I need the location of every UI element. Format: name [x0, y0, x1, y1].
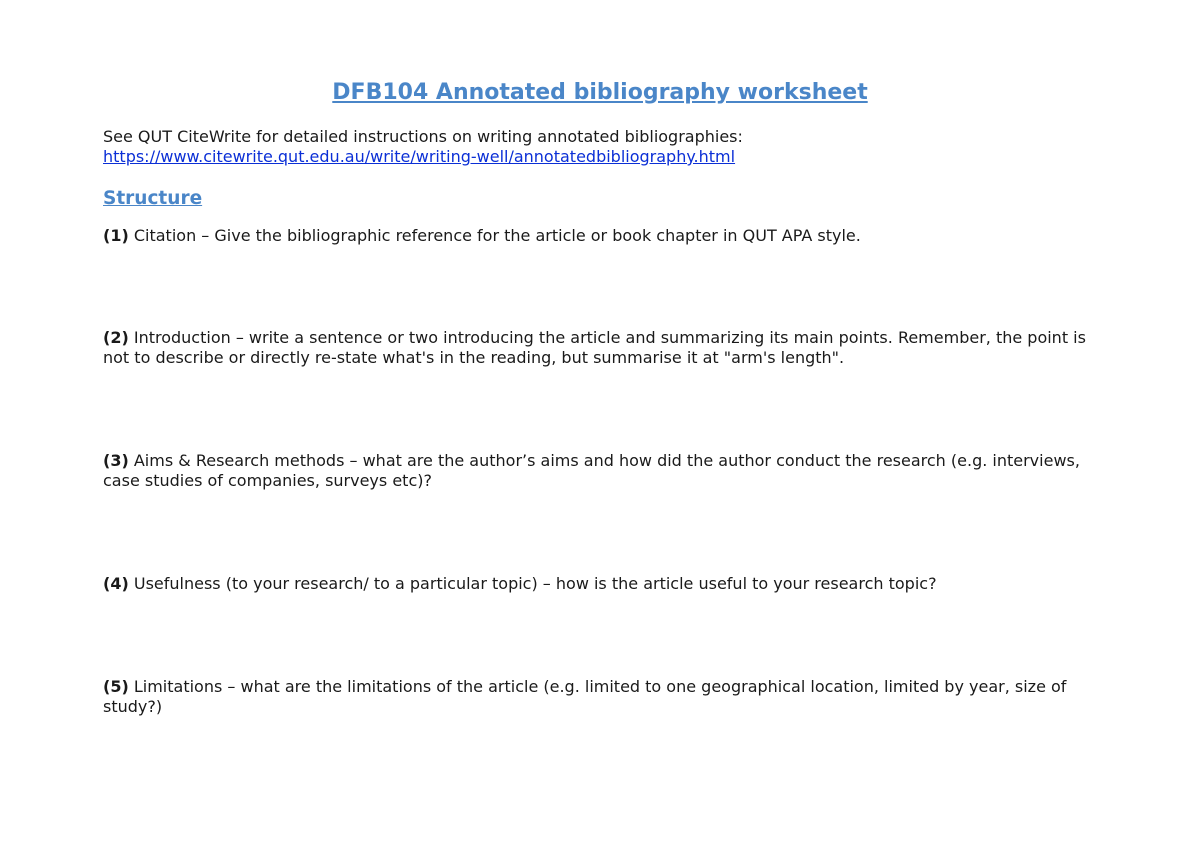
item-text: Citation – Give the bibliographic reference for the article or book chapter in QUT APA style.	[133, 226, 861, 245]
item-text: Limitations – what are the limitations of the article (e.g. limited to one geographical location, limited by year, size of study?)	[103, 677, 1067, 716]
item-number: (4)	[103, 574, 129, 593]
structure-heading: Structure	[103, 188, 203, 209]
item-text: Introduction – write a sentence or two introducing the article and summarizing its main points. Remember, the point is not to describe or directly re-state what's in the reading, but summarise it at "arm's length".	[103, 328, 1086, 367]
structure-item-limitations	[103, 677, 1103, 717]
intro-paragraph	[103, 127, 1103, 167]
item-number: (5)	[103, 677, 129, 696]
item-number: (3)	[103, 451, 129, 470]
item-number: (2)	[103, 328, 129, 347]
structure-item-usefulness	[103, 574, 1103, 594]
item-text: Aims & Research methods – what are the author’s aims and how did the author conduct the research (e.g. interviews, case studies of companies, surveys etc)?	[103, 451, 1080, 490]
citewrite-link[interactable]: https://www.citewrite.qut.edu.au/write/writing-well/annotatedbibliography.html	[103, 147, 736, 166]
structure-item-citation	[103, 226, 1103, 246]
intro-text: See QUT CiteWrite for detailed instructions on writing annotated bibliographies:	[103, 127, 743, 146]
item-text: Usefulness (to your research/ to a particular topic) – how is the article useful to your research topic?	[133, 574, 937, 593]
item-number: (1)	[103, 226, 129, 245]
structure-item-introduction	[103, 328, 1103, 368]
structure-item-aims-methods	[103, 451, 1103, 491]
page-title: DFB104 Annotated bibliography worksheet	[332, 80, 868, 105]
